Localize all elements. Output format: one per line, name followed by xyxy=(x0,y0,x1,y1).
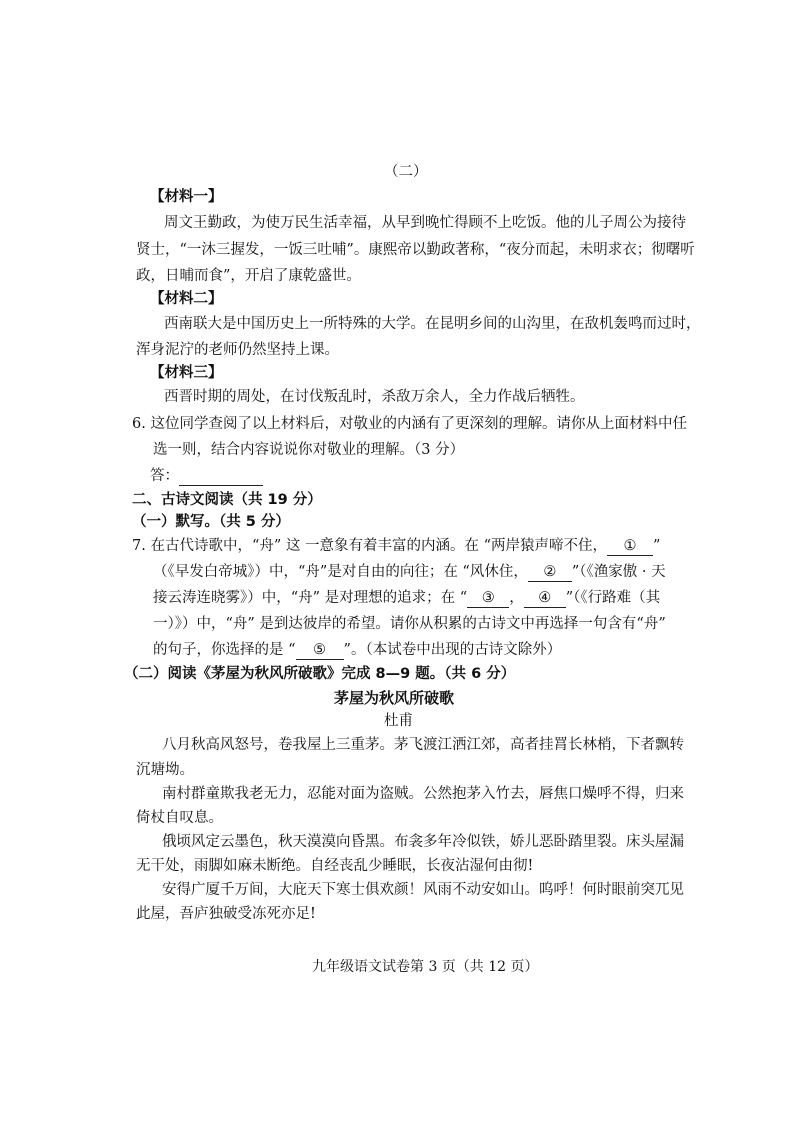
q7-text-5a: 的句子，你选择的是 “ xyxy=(153,642,296,658)
q7-text-3mid: ， xyxy=(509,590,524,606)
poem-stanza-1-line-2: 沉塘坳。 xyxy=(136,762,194,778)
q7-text-1b: ” xyxy=(653,538,661,554)
q7-blank-1[interactable]: ① xyxy=(607,537,653,556)
question-7-line-1 xyxy=(132,536,660,556)
poem-title: 茅屋为秋风所破歌 xyxy=(334,689,455,707)
q7-blank-5[interactable]: ⑤ xyxy=(296,641,344,660)
poem-author: 杜甫 xyxy=(384,713,413,729)
question-7-line-4: 一）》）中，“舟” 是到达彼岸的希望。请你从积累的古诗文中再选择一句含有“舟” xyxy=(153,616,666,632)
answer-label: 答： xyxy=(150,468,179,484)
question-7-line-5 xyxy=(153,640,561,660)
question-6-answer xyxy=(150,466,263,486)
subsection-2-heading: （二）阅读《茅屋为秋风所破歌》完成 8—9 题。（共 6 分） xyxy=(124,666,516,682)
question-7-line-2 xyxy=(153,562,666,582)
subsection-1-heading: （一）默写。（共 5 分） xyxy=(132,514,290,530)
poem-stanza-4-line-1: 安得广厦千万间，大庇天下寒士俱欢颜！风雨不动安如山。呜呼！何时眼前突兀见 xyxy=(162,882,684,898)
q7-text-2a: （《早发白帝城》）中，“舟”是对自由的向往；在 “风休住， xyxy=(153,564,528,580)
material-1-label: 【材料一】 xyxy=(150,189,223,205)
material-1-line-2: 贤士，“一沐三握发，一饭三吐哺”。康熙帝以勤政著称，“夜分而起，未明求衣；彻曙听 xyxy=(136,242,695,258)
part-2-heading: 二、古诗文阅读（共 19 分） xyxy=(132,492,322,508)
poem-stanza-3-line-1: 俄顷风定云墨色，秋天漠漠向昏黑。布衾多年冷似铁，娇儿恶卧踏里裂。床头屋漏 xyxy=(162,834,684,850)
material-3-label: 【材料三】 xyxy=(150,365,223,381)
question-7-line-3 xyxy=(153,588,660,608)
q7-blank-4[interactable]: ④ xyxy=(524,589,566,608)
q7-blank-3[interactable]: ③ xyxy=(467,589,509,608)
question-6-line-2: 选一则，结合内容说说你对敬业的理解。（3 分） xyxy=(153,442,465,458)
q7-text-3a: 接云涛连晓雾》）中，“舟” 是对理想的追求；在 “ xyxy=(153,590,468,606)
poem-stanza-2-line-2: 倚杖自叹息。 xyxy=(136,810,223,826)
q7-text-5b: ”。（本试卷中出现的古诗文除外） xyxy=(343,642,562,658)
material-2-label: 【材料二】 xyxy=(150,291,223,307)
material-1-line-1: 周文王勤政，为使万民生活幸福，从早到晚忙得顾不上吃饭。他的儿子周公为接待 xyxy=(164,215,686,231)
material-2-line-2: 浑身泥泞的老师仍然坚持上课。 xyxy=(136,342,339,358)
poem-stanza-3-line-2: 无干处，雨脚如麻未断绝。自经丧乱少睡眠，长夜沾湿何由彻! xyxy=(136,858,534,874)
material-1-line-3: 政，日晡而食”，开启了康乾盛世。 xyxy=(136,268,361,284)
question-6-line-1: 6. 这位同学查阅了以上材料后，对敬业的内涵有了更深刻的理解。请你从上面材料中任 xyxy=(132,416,687,432)
q7-text-2b: ”（《渔家傲 · 天 xyxy=(571,564,666,580)
answer-blank[interactable] xyxy=(179,467,263,486)
q7-text-3b: ”（《行路难（其 xyxy=(565,590,661,606)
poem-stanza-4-line-2: 此屋，吾庐独破受冻死亦足! xyxy=(136,906,316,922)
material-3-line-1: 西晋时期的周处，在讨伐叛乱时，杀敌万余人，全力作战后牺牲。 xyxy=(164,389,585,405)
page-footer: 九年级语文试卷第 3 页（共 12 页） xyxy=(312,959,539,975)
q7-blank-2[interactable]: ② xyxy=(528,563,572,582)
material-2-line-1: 西南联大是中国历史上一所特殊的大学。在昆明乡间的山沟里，在敌机轰鸣而过时， xyxy=(164,316,701,332)
poem-stanza-2-line-1: 南村群童欺我老无力，忍能对面为盗贼。公然抱茅入竹去，唇焦口燥呼不得，归来 xyxy=(162,786,684,802)
q7-text-1a: 7. 在古代诗歌中，“舟” 这 一意象有着丰富的内涵。在 “两岸猿声啼不住， xyxy=(132,538,608,554)
section-marker: （二） xyxy=(384,164,428,180)
poem-stanza-1-line-1: 八月秋高风怒号，卷我屋上三重茅。茅飞渡江洒江郊，高者挂罥长林梢，下者飘转 xyxy=(162,737,684,753)
